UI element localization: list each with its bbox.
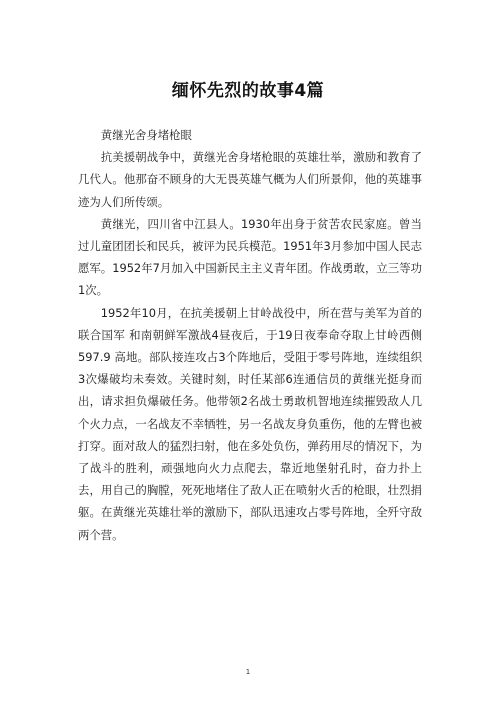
- page-number: 1: [245, 668, 251, 676]
- paragraph-1: 抗美援朝战争中，黄继光舍身堵枪眼的英雄壮举，激励和教育了几代人。他那奋不顾身的大无畏英雄气概为人们所景仰，他的英雄事迹为人们所传颂。: [78, 150, 422, 209]
- document-title: 缅怀先烈的故事4篇: [171, 81, 325, 101]
- paragraph-2: 黄继光，四川省中江县人。1930年出身于贫苦农民家庭。曾当过儿童团团长和民兵，被评为民兵模范。1951年3月参加中国人民志愿军。1952年7月加入中国新民主主义青年团。作战勇敢，立三等功1次。: [78, 216, 422, 298]
- document-body: [78, 124, 422, 546]
- section-heading: 黄继光舍身堵枪眼: [100, 128, 192, 142]
- paragraph-3: 1952年10月，在抗美援朝上甘岭战役中，所在营与美军为首的 联合国军 和南朝鲜军激战4昼夜后，于19日夜奉命夺取上甘岭西侧 597.9 高地。部队接连攻占3个阵地后，受阻于零号阵地，连续组织3次爆破均未奏效。关键时刻，时任某部6连通信员的黄继光挺身而出，请求担负爆破任务。他带领2名战士勇敢机智地连续摧毁敌人几个火力点，一名战友不幸牺牲，另一名战友身负重伤，他的左臂也被打穿。面对敌人的猛烈扫射，他在多处负伤，弹药用尽的情况下，为了战斗的胜利，顽强地向火力点爬去，靠近地堡射孔时，奋力扑上去，用自己的胸膛，死死地堵住了敌人正在喷射火舌的枪眼，壮烈捐躯。在黄继光英雄壮举的激励下，部队迅速攻占零号阵地，全歼守敌两个营。: [78, 305, 422, 542]
